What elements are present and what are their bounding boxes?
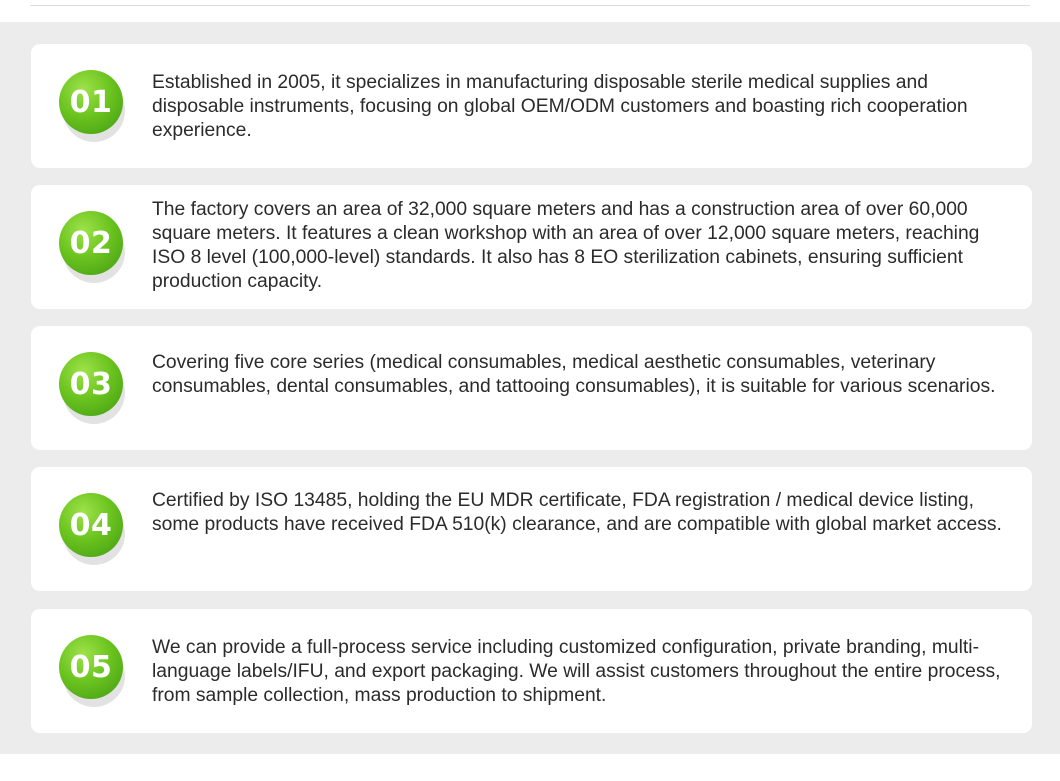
feature-card-05 (31, 609, 1032, 733)
feature-card-02 (31, 185, 1032, 309)
bottom-strip (0, 754, 1060, 781)
top-strip (0, 0, 1060, 22)
feature-text: Certified by ISO 13485, holding the EU MDR certificate, FDA registration / medical device listing, some products have received FDA 510(k) clearance, and are compatible with global market access. (152, 490, 1002, 535)
badge-number: 01 (59, 70, 123, 134)
feature-text: We can provide a full-process service including customized configuration, private branding, multi-language labels/IFU, and export packaging. We will assist customers throughout the entire process, from sample collection, mass production to shipment. (152, 637, 1001, 706)
divider (30, 5, 1030, 6)
number-badge (59, 70, 127, 146)
feature-card-04 (31, 467, 1032, 591)
feature-text: Established in 2005, it specializes in manufacturing disposable sterile medical supplies and disposable instruments, focusing on global OEM/ODM customers and boasting rich cooperation experience. (152, 72, 968, 141)
feature-card-01 (31, 44, 1032, 168)
number-badge (59, 352, 127, 428)
badge-number: 02 (59, 211, 123, 275)
number-badge (59, 493, 127, 569)
feature-card-03 (31, 326, 1032, 450)
badge-number: 05 (59, 635, 123, 699)
feature-text: Covering five core series (medical consumables, medical aesthetic consumables, veterinary consumables, dental consumables, and tattooing consumables), it is suitable for various scenarios. (152, 352, 996, 397)
badge-number: 04 (59, 493, 123, 557)
feature-text: The factory covers an area of 32,000 square meters and has a construction area of over 60,000 square meters. It features a clean workshop with an area of over 12,000 square meters, reaching ISO 8 level (100,000-level) standards. It also has 8 EO sterilization cabinets, ensuring sufficient production capacity. (152, 199, 980, 292)
number-badge (59, 635, 127, 711)
badge-number: 03 (59, 352, 123, 416)
number-badge (59, 211, 127, 287)
